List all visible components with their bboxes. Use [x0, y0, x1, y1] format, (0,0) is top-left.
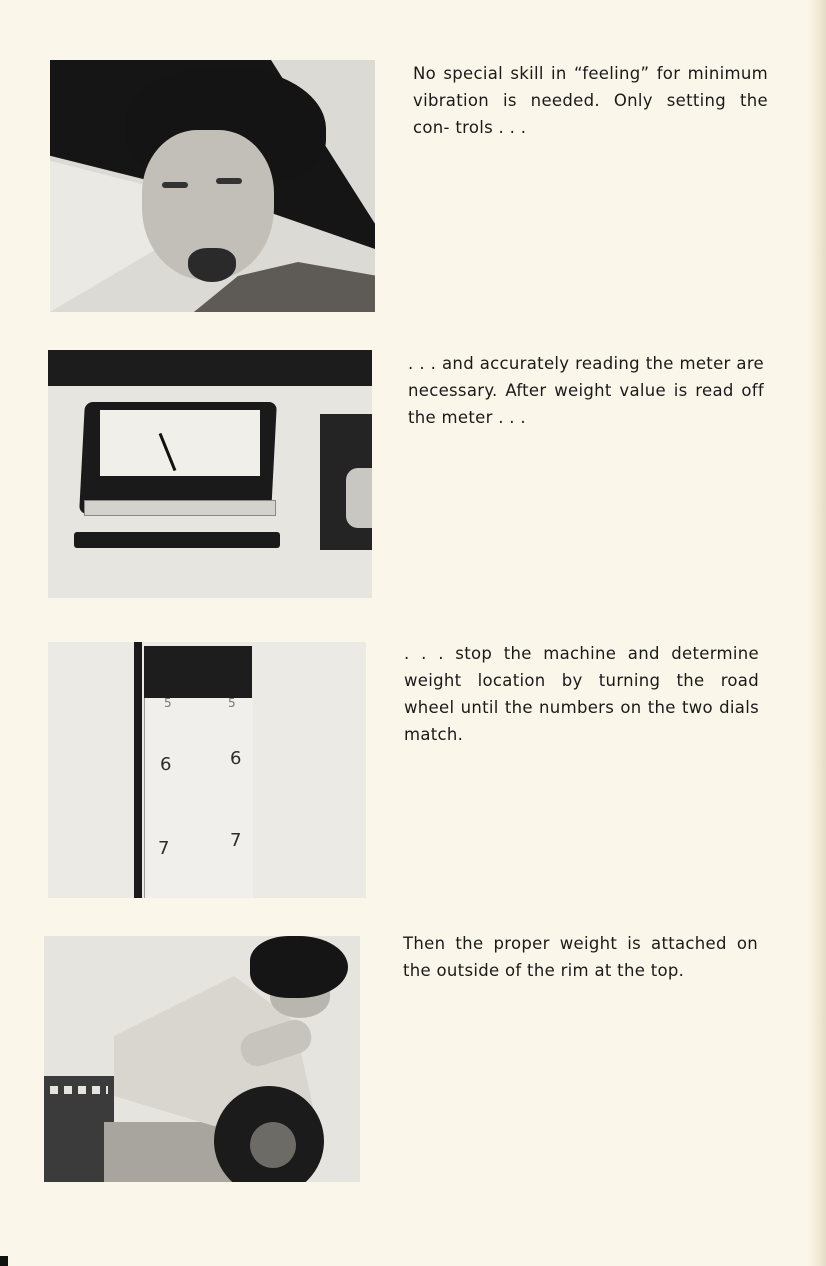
eye-left: [162, 182, 188, 188]
machine-buttons: [50, 1086, 108, 1094]
dial-number-bottom-left: 7: [158, 838, 170, 859]
dial-strip-body: [144, 698, 253, 898]
dial-number-bottom-right: 7: [230, 830, 242, 851]
caption-3: . . . stop the machine and determine weight location by turning the road wheel until the numbers on the two dials match.: [404, 644, 759, 744]
photo-meter: [48, 350, 372, 598]
meter-face: [100, 410, 260, 476]
dial-number-mid-left: 6: [160, 754, 172, 775]
dial-number-top-left: 5: [164, 696, 172, 710]
dial-strip-head: [144, 646, 252, 698]
caption-2: . . . and accurately reading the meter are necessary. After weight value is read off the meter . . .: [408, 354, 764, 427]
caption-1: No special skill in “feeling” for minimum vibration is needed. Only setting the con- trols . . .: [413, 64, 768, 137]
machine-top-bar: [48, 350, 372, 386]
wheel-hub: [250, 1122, 296, 1168]
photo-attaching-weight: [44, 936, 360, 1182]
hair: [250, 936, 348, 998]
photo-dials: [48, 642, 366, 898]
meter-base: [84, 500, 276, 516]
control-bar: [74, 532, 280, 548]
dial-number-mid-right: 6: [230, 748, 242, 769]
caption-4: Then the proper weight is attached on the outside of the rim at the top.: [403, 934, 758, 980]
dial-strip-edge: [134, 642, 142, 898]
page-edge-shadow: [808, 0, 826, 1266]
control-knob: [346, 468, 372, 528]
corner-mark: [0, 1256, 8, 1266]
beard: [188, 248, 236, 282]
dial-number-top-right: 5: [228, 696, 236, 710]
photo-man-setting-controls: [50, 60, 375, 312]
eye-right: [216, 178, 242, 184]
